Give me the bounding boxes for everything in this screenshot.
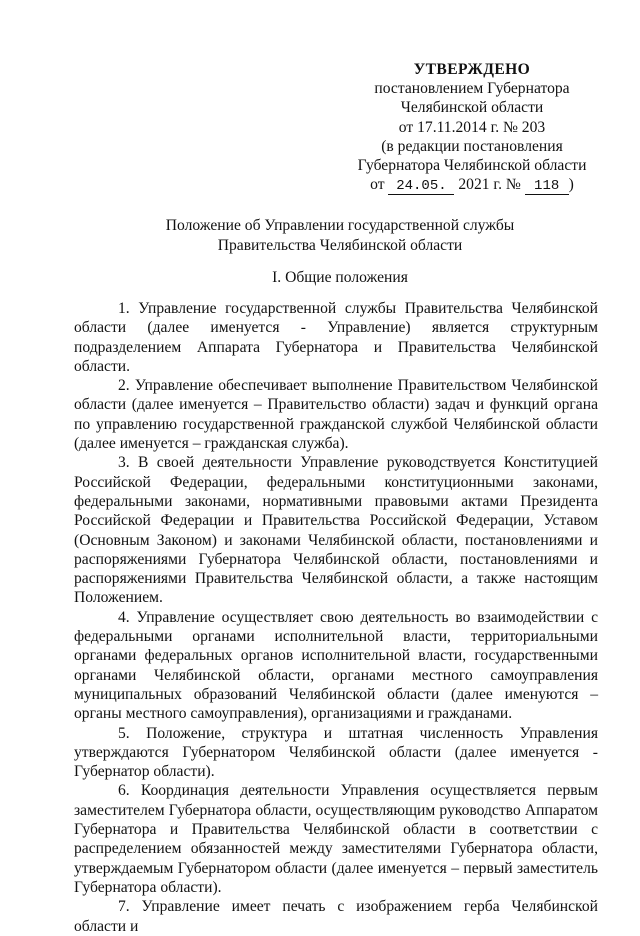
approval-date-field: 24.05. — [388, 178, 454, 195]
title-line: Положение об Управлении государственной службы — [165, 217, 515, 234]
paragraph: 1. Управление государственной службы Правительства Челябинской области (далее именуется - Управление) является структурным подразделением Аппарата Губернатора и Правительства Челябинской области. — [74, 300, 598, 375]
approval-stamp — [352, 60, 592, 195]
approval-from: от — [370, 176, 385, 194]
approval-line: (в редакции постановления — [381, 137, 563, 155]
approval-number-field: 118 — [525, 178, 569, 195]
document-body — [74, 299, 598, 936]
paragraph: 4. Управление осуществляет свою деятельность во взаимодействии с федеральными органами исполнительной власти, территориальными органами федеральных органов исполнительной власти, государственными органами Челябинской области, органами местного самоуправления муниципальных образований Челябинской области (далее именуются – органы местного самоуправления), организациями и гражданами. — [74, 608, 598, 723]
section-heading: I. Общие положения — [272, 269, 408, 286]
approval-close: ) — [568, 176, 574, 194]
paragraph: 6. Координация деятельности Управления осуществляется первым заместителем Губернатора области, осуществляющим руководство Аппаратом Губернатора и Правительства Челябинской области в соответствии с распределением обязанностей между заместителями Губернатора области, утверждаемым Губернатором области (далее именуется – первый заместитель Губернатора области). — [74, 782, 598, 896]
paragraph: 5. Положение, структура и штатная численность Управления утверждаются Губернатором Челябинской области (далее именуется - Губернатор области). — [74, 724, 598, 781]
approval-line: постановлением Губернатора — [374, 80, 570, 98]
approval-year: 2021 г. № — [458, 176, 521, 194]
paragraph: 3. В своей деятельности Управление руководствуется Конституцией Российской Федерации, федеральными конституционными законами, федеральными законами, нормативными правовыми актами Президента Российской Федерации и Правительства Российской Федерации, Уставом (Основным Законом) и законами Челябинской области, постановлениями и распоряжениями Губернатора Челябинской области, постановлениями и распоряжениями Правительства Челябинской области, а также настоящим Положением. — [74, 454, 598, 607]
approval-heading: УТВЕРЖДЕНО — [413, 61, 531, 78]
paragraph: 7. Управление имеет печать с изображением герба Челябинской области и — [74, 898, 598, 935]
approval-line: Челябинской области — [400, 99, 544, 117]
paragraph: 2. Управление обеспечивает выполнение Правительством Челябинской области (далее именуется – Правительство области) задач и функций органа по управлению государственной гражданской службой Челябинской области (далее именуется – гражданская служба). — [74, 377, 598, 453]
document-title — [120, 216, 560, 255]
title-line: Правительства Челябинской области — [217, 236, 463, 254]
approval-line: Губернатора Челябинской области — [357, 157, 587, 175]
approval-date-line — [352, 175, 592, 195]
approval-line: от 17.11.2014 г. № 203 — [398, 118, 546, 136]
